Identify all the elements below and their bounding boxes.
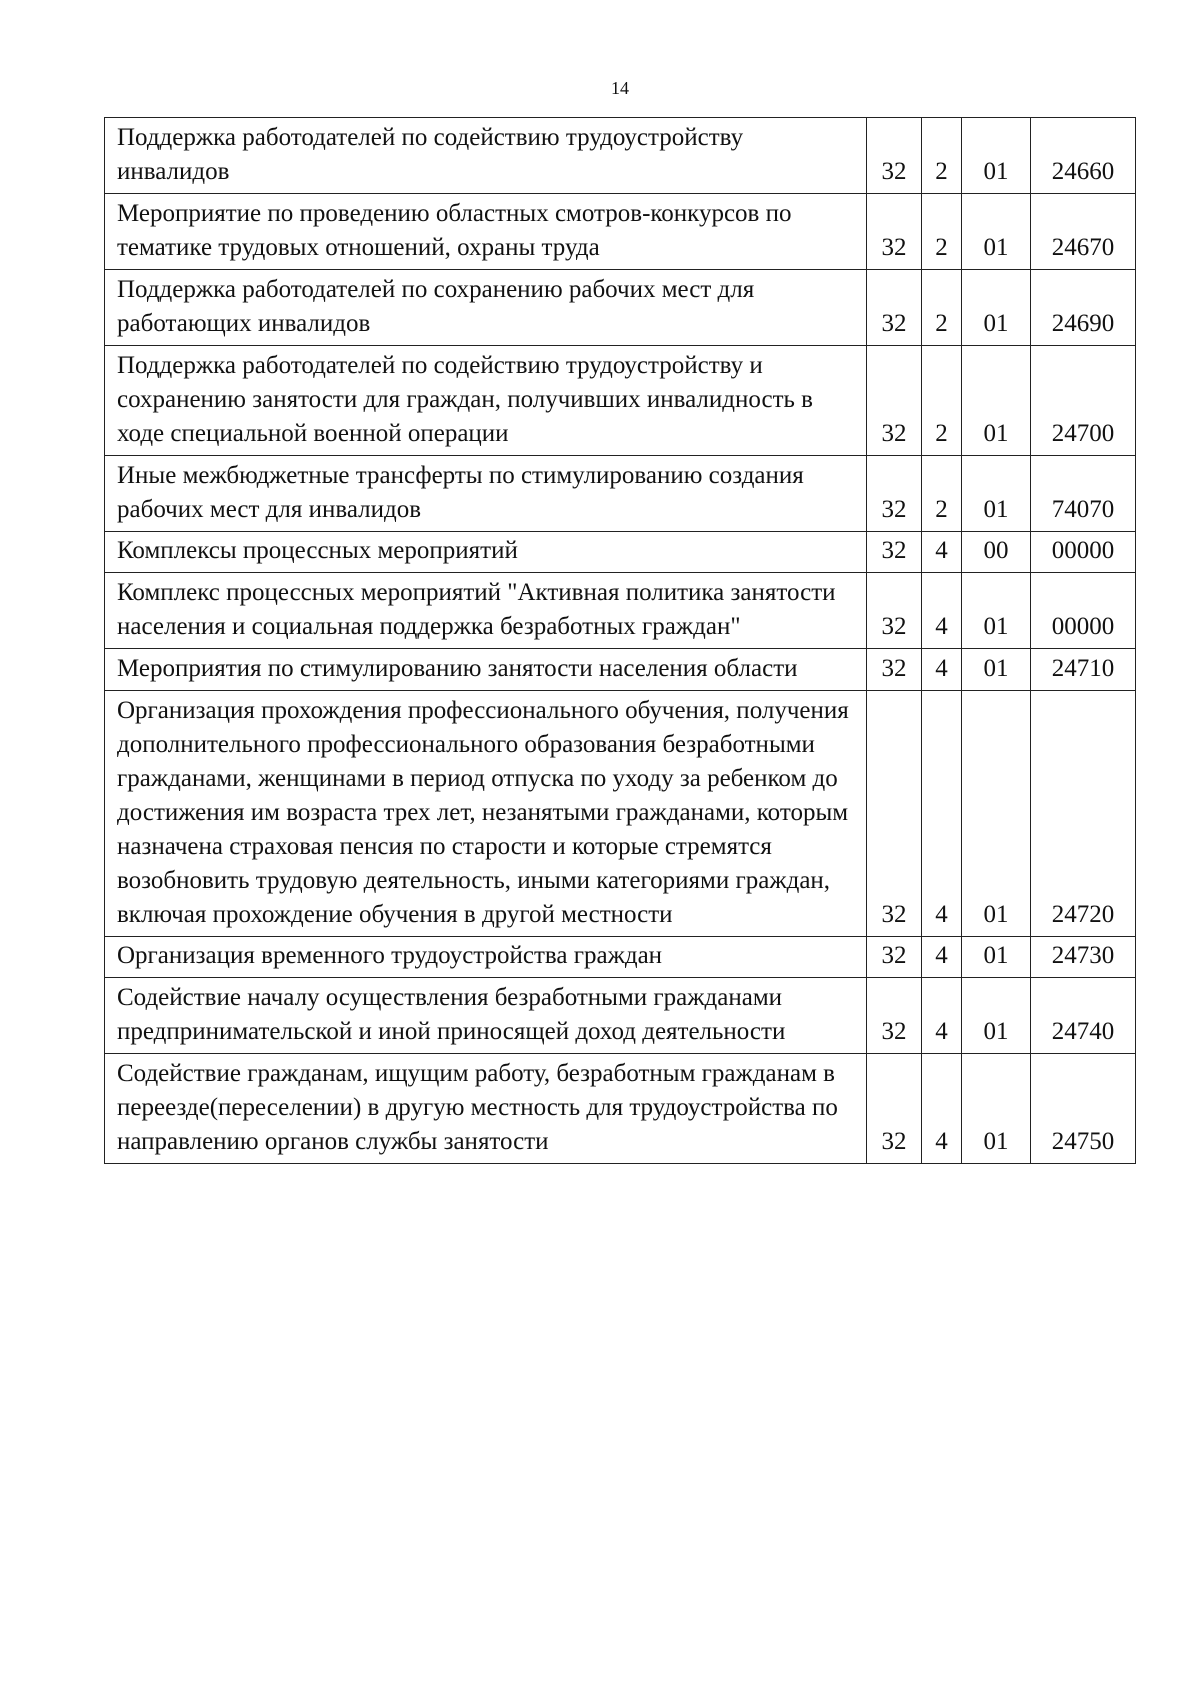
code-subprogram: 4 — [922, 691, 962, 937]
code-event: 01 — [962, 649, 1031, 691]
row-description: Поддержка работодателей по содействию трудоустройству инвалидов — [105, 118, 867, 194]
code-program: 32 — [867, 532, 922, 573]
code-event: 01 — [962, 346, 1031, 456]
code-direction: 00000 — [1031, 573, 1136, 649]
code-direction: 24750 — [1031, 1054, 1136, 1164]
page-number: 14 — [611, 78, 629, 98]
code-event: 01 — [962, 937, 1031, 978]
row-description: Мероприятие по проведению областных смотров-конкурсов по тематике трудовых отношений, охраны труда — [105, 194, 867, 270]
code-subprogram: 2 — [922, 456, 962, 532]
row-description: Комплекс процессных мероприятий "Активная политика занятости населения и социальная поддержка безработных граждан" — [105, 573, 867, 649]
code-program: 32 — [867, 1054, 922, 1164]
row-description: Поддержка работодателей по сохранению рабочих мест для работающих инвалидов — [105, 270, 867, 346]
row-description: Поддержка работодателей по содействию трудоустройству и сохранению занятости для граждан, получивших инвалидность в ходе специальной военной операции — [105, 346, 867, 456]
code-event: 01 — [962, 194, 1031, 270]
code-event: 01 — [962, 978, 1031, 1054]
table-row — [105, 456, 1136, 532]
table-row — [105, 649, 1136, 691]
row-description: Иные межбюджетные трансферты по стимулированию создания рабочих мест для инвалидов — [105, 456, 867, 532]
code-subprogram: 4 — [922, 649, 962, 691]
code-direction: 00000 — [1031, 532, 1136, 573]
code-program: 32 — [867, 194, 922, 270]
table-row — [105, 532, 1136, 573]
table-row — [105, 937, 1136, 978]
code-program: 32 — [867, 691, 922, 937]
code-direction: 24730 — [1031, 937, 1136, 978]
code-subprogram: 4 — [922, 532, 962, 573]
code-program: 32 — [867, 649, 922, 691]
code-subprogram: 2 — [922, 118, 962, 194]
code-program: 32 — [867, 937, 922, 978]
code-program: 32 — [867, 270, 922, 346]
code-subprogram: 4 — [922, 1054, 962, 1164]
row-description: Комплексы процессных мероприятий — [105, 532, 867, 573]
code-direction: 24700 — [1031, 346, 1136, 456]
code-event: 01 — [962, 270, 1031, 346]
code-subprogram: 2 — [922, 270, 962, 346]
code-direction: 24710 — [1031, 649, 1136, 691]
row-description: Мероприятия по стимулированию занятости населения области — [105, 649, 867, 691]
table-row — [105, 1054, 1136, 1164]
code-event: 01 — [962, 1054, 1031, 1164]
code-subprogram: 4 — [922, 937, 962, 978]
code-direction: 24720 — [1031, 691, 1136, 937]
code-event: 00 — [962, 532, 1031, 573]
code-event: 01 — [962, 573, 1031, 649]
code-event: 01 — [962, 456, 1031, 532]
table-row — [105, 978, 1136, 1054]
table-row — [105, 270, 1136, 346]
code-program: 32 — [867, 346, 922, 456]
code-direction: 24690 — [1031, 270, 1136, 346]
table-row — [105, 194, 1136, 270]
code-program: 32 — [867, 456, 922, 532]
row-description: Организация прохождения профессионального обучения, получения дополнительного профессионального образования безработными гражданами, женщинами в период отпуска по уходу за ребенком до достижения им возраста трех лет, незанятыми гражданами, которым назначена страховая пенсия по старости и которые стремятся возобновить трудовую деятельность, иными категориями граждан, включая прохождение обучения в другой местности — [105, 691, 867, 937]
code-program: 32 — [867, 978, 922, 1054]
row-description: Содействие началу осуществления безработными гражданами предпринимательской и иной приносящей доход деятельности — [105, 978, 867, 1054]
code-direction: 74070 — [1031, 456, 1136, 532]
code-event: 01 — [962, 691, 1031, 937]
code-direction: 24660 — [1031, 118, 1136, 194]
code-subprogram: 4 — [922, 573, 962, 649]
code-direction: 24670 — [1031, 194, 1136, 270]
row-description: Организация временного трудоустройства граждан — [105, 937, 867, 978]
table-row — [105, 118, 1136, 194]
code-event: 01 — [962, 118, 1031, 194]
code-program: 32 — [867, 573, 922, 649]
code-subprogram: 4 — [922, 978, 962, 1054]
code-subprogram: 2 — [922, 346, 962, 456]
table-row — [105, 346, 1136, 456]
code-program: 32 — [867, 118, 922, 194]
table-row — [105, 573, 1136, 649]
row-description: Содействие гражданам, ищущим работу, безработным гражданам в переезде(переселении) в другую местность для трудоустройства по направлению органов службы занятости — [105, 1054, 867, 1164]
table-row — [105, 691, 1136, 937]
code-subprogram: 2 — [922, 194, 962, 270]
budget-classification-table — [104, 117, 1136, 1164]
code-direction: 24740 — [1031, 978, 1136, 1054]
